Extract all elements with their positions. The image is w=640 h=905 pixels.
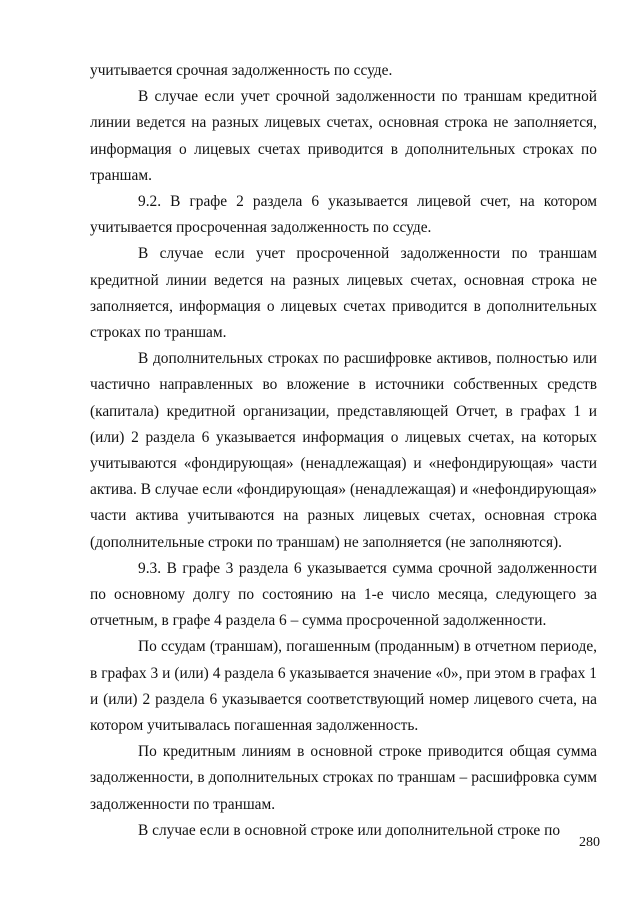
paragraph: По ссудам (траншам), погашенным (проданным) в отчетном периоде, в графах 3 и (или) 4 раздела 6 указывается значение «0», при этом в графах 1 и (или) 2 раздела 6 указывается соответствующий номер лицевого счета, на котором учитывалась погашенная задолженность.	[90, 638, 597, 735]
paragraph-9-2: 9.2. В графе 2 раздела 6 указывается лицевой счет, на котором учитывается просроченная задолженность по ссуде.	[90, 193, 597, 237]
paragraph-continuation: учитывается срочная задолженность по ссуде.	[90, 62, 393, 79]
paragraph: В случае если учет просроченной задолженности по траншам кредитной линии ведется на разных лицевых счетах, основная строка не заполняется, информация о лицевых счетах приводится в дополнительных строках по траншам.	[90, 245, 597, 342]
page-number: 280	[579, 835, 600, 850]
paragraph-9-3: 9.3. В графе 3 раздела 6 указывается сумма срочной задолженности по основному долгу по состоянию на 1-е число месяца, следующего за отчетным, в графе 4 раздела 6 – сумма просроченной задолженности.	[90, 559, 597, 630]
paragraph: По кредитным линиям в основной строке приводится общая сумма задолженности, в дополнительных строках по траншам – расшифровка сумм задолженности по траншам.	[90, 743, 597, 813]
body-text	[90, 58, 597, 844]
paragraph: В случае если учет срочной задолженности по траншам кредитной линии ведется на разных лицевых счетах, основная строка не заполняется, информация о лицевых счетах приводится в дополнительных строках по траншам.	[90, 88, 597, 184]
paragraph: В дополнительных строках по расшифровке активов, полностью или частично направленных во вложение в источники собственных средств (капитала) кредитной организации, представляющей Отчет, в графах 1 и (или) 2 раздела 6 указывается информация о лицевых счетах, на которых учитываются «фондирующая» (ненадлежащая) и «нефондирующая» части актива. В случае если «фондирующая» (ненадлежащая) и «нефондирующая» части актива учитываются на разных лицевых счетах, основная строка (дополнительные строки по траншам) не заполняется (не заполняются).	[90, 350, 597, 551]
paragraph: В случае если в основной строке или дополнительной строке по	[138, 821, 561, 839]
